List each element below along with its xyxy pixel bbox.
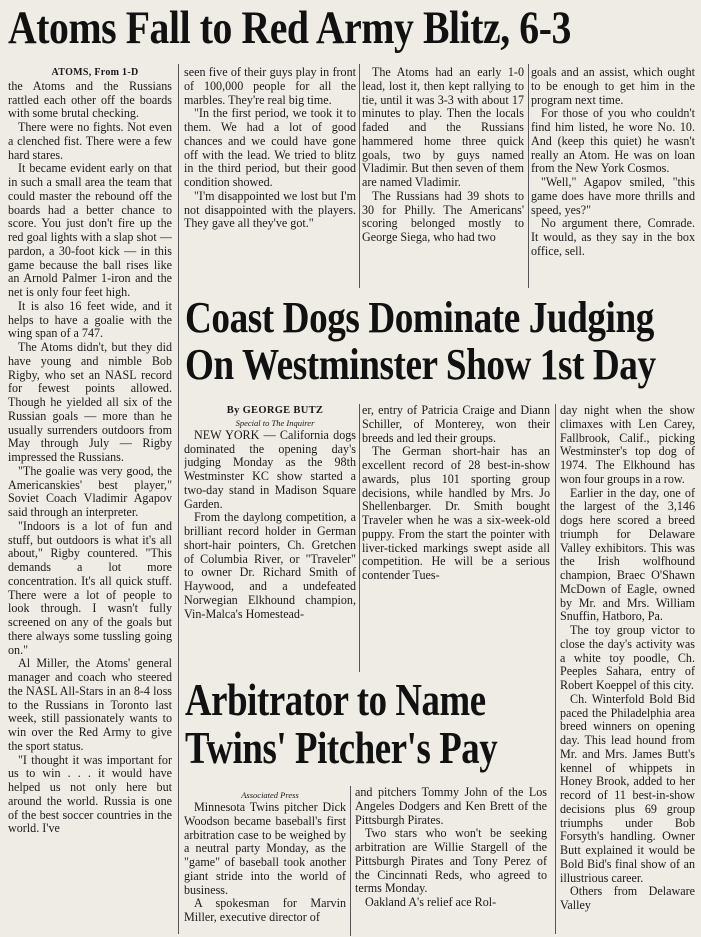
story3-headline-line-1: Arbitrator to Name <box>185 674 486 725</box>
story1-headline: Atoms Fall to Red Army Blitz, 6-3 <box>8 2 571 54</box>
paragraph: "In the first period, we took it to them. We had a lot of good chances and we could have gone off with the lead. We tried to blitz in the third period, but their good condition showed. <box>184 106 356 189</box>
credit-line: Associated Press <box>241 790 299 800</box>
column-rule <box>555 404 556 934</box>
paragraph: goals and an assist, which ought to be enough to get him in the program next time. <box>531 66 695 107</box>
paragraph: Earlier in the day, one of the largest of the 3,146 dogs here scored a breed triumph for Delaware Valley exhibitors. This was the Irish wolfhound champion, Braec O'Shawn McDown of Eagle, owned by Mr. and Mrs. William Snuffin, Hatboro, Pa. <box>560 485 695 624</box>
column-rule <box>359 64 360 288</box>
story2-column-3 <box>560 404 695 937</box>
paragraph: From the daylong competition, a brilliant record holder in German short-hair pointers, Ch. Gretchen of Columbia River, or "Traveler" to owner Dr. Richard Smith of Haywood, and a undefeated Norwegian Elkhound champion, Vin-Malca's Homestead- <box>184 510 356 621</box>
paragraph: A spokesman for Marvin Miller, executive director of <box>184 896 346 924</box>
paragraph: er, entry of Patricia Craige and Diann Schiller, of Monterey, won their breeds and led their groups. <box>362 404 550 445</box>
paragraph: "Indoors is a lot of fun and stuff, but outdoors is what it's all about," Rigby countered. "This demands a lot more concentration. It's all quick stuff. There were a lot of people to look through. I wasn't fully screened on any of the goals but there always some tussling going on." <box>8 518 172 657</box>
paragraph: It is also 16 feet wide, and it helps to have a goalie with the wing span of a 747. <box>8 298 172 341</box>
story2-column-1 <box>184 404 356 674</box>
paragraph: Ch. Winterfold Bold Bid paced the Philadelphia area breed winners on opening day. This lead hound from Mr. and Mrs. James Butt's kennel of whippets in Honey Brook, added to her record of 11 best-in-show decisions plus 69 group triumphs under Bob Forsyth's handling. Owner Butt explained it would be Bold Bid's final show of an illustrious career. <box>560 691 695 885</box>
paragraph: "Well," Agapov smiled, "this game does have more thrills and speed, yes?" <box>531 175 695 217</box>
paragraph: Two stars who won't be seeking arbitration are Willie Stargell of the Pittsburgh Pirates and Tony Perez of the Cincinnati Reds, who agreed to terms Monday. <box>355 826 547 896</box>
paragraph: The German short-hair has an excellent record of 28 best-in-show awards, plus 101 sporting group decisions, while handled by Mrs. Jo Shellenbarger. Dr. Smith bought Traveler when he was a six-week-old puppy. From the start the pointer with liver-ticked markings swept aside all competition. He will be a serious contender Tues- <box>362 444 550 582</box>
paragraph: The Atoms had an early 1-0 lead, lost it, then kept rallying to tie, until it was 3-3 with about 17 minutes to play. Then the locals faded and the Russians hammered home three quick goals, two by guys named Vladimir. But then seven of them are named Vladimir. <box>362 66 524 189</box>
paragraph: day night when the show climaxes with Len Carey, Fallbrook, Calif., picking Westminster's top dog of 1974. The Elkhound has won four groups in a row. <box>560 404 695 486</box>
paragraph: No argument there, Comrade. It would, as they say in the box office, sell. <box>531 216 695 258</box>
column-rule <box>178 64 179 934</box>
paragraph: Minnesota Twins pitcher Dick Woodson became baseball's first arbitration case to be weighed by a neutral party Monday, as the "game" of baseball took another giant stride into the world of business. <box>184 800 346 897</box>
paragraph: "The goalie was very good, the Americanskies' best player," Soviet Coach Vladimir Agapov said through an interpreter. <box>8 463 172 519</box>
story1-column-4 <box>531 66 695 286</box>
story1-column-3 <box>362 66 524 286</box>
credit-line: Special to The Inquirer <box>235 417 315 428</box>
paragraph: The toy group victor to close the day's activity was a white toy poodle, Ch. Peeples Sahara, entry of Robert Koeppel of this city. <box>560 623 695 692</box>
paragraph: and pitchers Tommy John of the Los Angeles Dodgers and Ken Brett of the Pittsburgh Pirates. <box>355 786 547 827</box>
paragraph: Others from Delaware Valley <box>560 884 695 912</box>
paragraph: the Atoms and the Russians rattled each other off the boards with some brutal checking. <box>8 78 172 121</box>
paragraph: Oakland A's relief ace Rol- <box>365 895 497 909</box>
story2-headline-line-1: Coast Dogs Dominate Judging <box>185 293 654 342</box>
paragraph: "I'm disappointed we lost but I'm not disappointed with the players. They gave all they've got." <box>184 188 356 231</box>
byline: By GEORGE BUTZ <box>226 405 324 416</box>
paragraph: NEW YORK — California dogs dominated the opening day's judging Monday as the 98th Westminster KC show started a two-day stand in Madison Square Garden. <box>184 427 356 511</box>
story3-column-2 <box>355 786 547 937</box>
story3-column-1 <box>184 790 346 937</box>
story2-headline-line-2: On Westminster Show 1st Day <box>185 340 656 389</box>
paragraph: It became evident early on that in such a small area the team that could master the rebound off the boards had a better chance to score. You just don't fire up the red goal lights with a slap shot — pardon, a 30-foot kick — in this game because the ball rises like an Arnold Palmer 1-iron and the net is only four feet high. <box>8 161 172 299</box>
jump-line: ATOMS, From 1-D <box>51 67 139 78</box>
column-rule <box>350 786 351 936</box>
story1-column-2 <box>184 66 356 286</box>
paragraph: For those of you who couldn't find him listed, he wore No. 10. And (keep this quiet) he wasn't really an Atom. He was on loan from the New York Cosmos. <box>531 106 695 176</box>
paragraph: There were no fights. Not even a clenched fist. There were a few hard stares. <box>8 120 172 162</box>
column-rule <box>359 404 360 672</box>
paragraph: "I thought it was important for us to win . . . it would have helped us not only here but around the world. Russia is one of the best soccer countries in the world. I've <box>8 752 172 836</box>
story1-column-1 <box>8 66 172 937</box>
story3-headline-line-2: Twins' Pitcher's Pay <box>185 722 498 773</box>
paragraph: The Atoms didn't, but they did have young and nimble Bob Rigby, who set an NASL record for fewest points allowed. Though he yielded all six of the Russian goals — more than he usually surrenders outdoors from May through July — Rigby impressed the Russians. <box>8 340 172 464</box>
paragraph: Al Miller, the Atoms' general manager and coach who steered the NASL All-Stars in an 8-4 loss to the Russians in Toronto last week, still passionately wants to win over the Red Army to give the sport status. <box>8 656 172 753</box>
paragraph: The Russians had 39 shots to 30 for Philly. The Americans' scoring belonged mostly to George Siega, who had two <box>362 188 524 244</box>
story2-column-2 <box>362 404 550 674</box>
paragraph: seen five of their guys play in front of 100,000 people for all the marbles. They're real big time. <box>184 66 356 107</box>
column-rule <box>528 64 529 288</box>
